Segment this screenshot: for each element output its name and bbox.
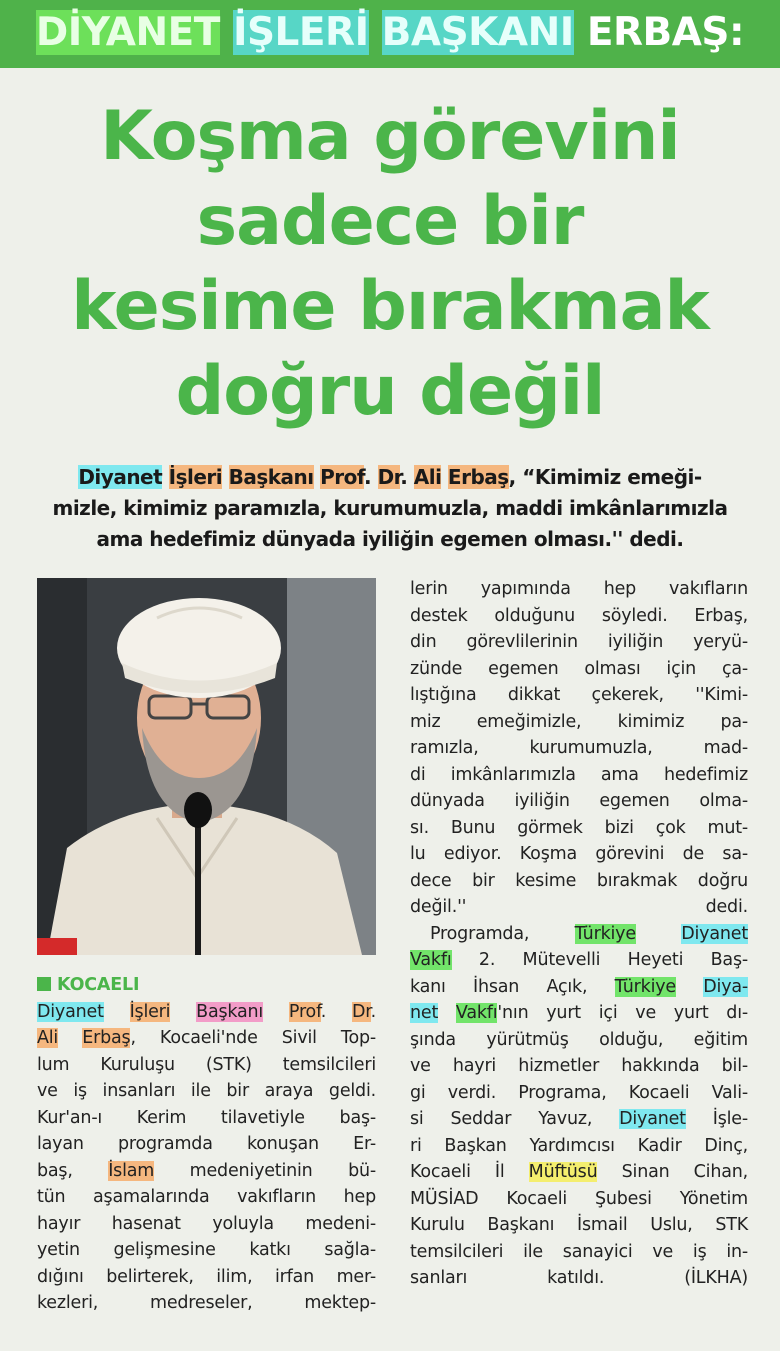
text-line <box>410 921 748 948</box>
text-line: ve hayri hizmetler hakkında bil- <box>410 1056 748 1076</box>
highlight: İşleri <box>168 465 223 489</box>
highlight: Diya- <box>703 976 748 997</box>
highlight: Türkiye <box>574 923 636 944</box>
text: Kocaeli İl <box>410 1162 529 1182</box>
lead-line: ama hedefimiz dünyada iyiliğin egemen olması.'' dedi. <box>96 527 684 551</box>
text: kanı İhsan Açık, <box>410 976 615 997</box>
text-line: dünyada iyiliğin egemen olma- <box>410 791 748 811</box>
headline <box>0 94 780 434</box>
highlight: Vakfı <box>455 1003 498 1023</box>
right-column <box>410 576 748 1292</box>
text-line: ri Başkan Yardımcısı Kadir Dinç, <box>410 1135 748 1156</box>
text: , Kocaeli'nde Sivil Top- <box>130 1028 376 1048</box>
left-column <box>37 972 376 1317</box>
text <box>676 977 703 997</box>
highlight: İşleri <box>129 1001 171 1022</box>
kicker-word: BAŞKANI <box>381 10 574 55</box>
lead-paragraph <box>28 462 752 555</box>
highlight: Diyanet <box>619 1109 686 1129</box>
text-line: yetin gelişmesine katkı sağla- <box>37 1240 376 1260</box>
highlight: Ali <box>413 465 442 489</box>
text-line: hayır hasenat yoluyla medeni- <box>37 1213 376 1234</box>
portrait-photo <box>37 578 376 955</box>
kicker-word: DİYANET <box>35 10 220 55</box>
text-line: dece bir kesime bırakmak doğru <box>410 870 748 891</box>
text-line: şında yürütmüş olduğu, eğitim <box>410 1029 748 1050</box>
text: si Seddar Yavuz, <box>410 1109 620 1129</box>
highlight: Prof <box>288 1001 321 1022</box>
highlight: Başkanı <box>228 465 314 489</box>
lead-text: . <box>364 465 378 489</box>
text-line <box>410 1106 748 1133</box>
text-line: temsilcileri ile sanayici ve iş in- <box>410 1241 748 1262</box>
text-line: ramızla, kurumumuzla, mad- <box>410 738 748 758</box>
highlight: İslam <box>108 1160 155 1181</box>
location-square-icon <box>37 977 51 991</box>
kicker-word: İŞLERİ <box>232 10 369 55</box>
text-line: kezleri, medreseler, mektep- <box>37 1293 376 1313</box>
text-line: sı. Bunu görmek bizi çok mut- <box>410 817 748 838</box>
text-line: di imkânlarımızla ama hedefimiz <box>410 764 748 785</box>
text-line: ve iş insanları ile bir araya geldi. <box>37 1081 376 1101</box>
text-line <box>37 1025 376 1052</box>
text-line <box>37 1158 376 1185</box>
lead-line: mizle, kimimiz paramızla, kurumumuzla, maddi imkânlarımızla <box>52 496 728 520</box>
highlight: Başkanı <box>196 1001 264 1022</box>
headline-line: Koşma görevini <box>100 97 680 176</box>
highlight: Vakfı <box>410 950 452 970</box>
text-line: lum Kuruluşu (STK) temsilcileri <box>37 1054 376 1075</box>
text: medeniyetinin bü- <box>154 1160 376 1181</box>
text <box>636 924 681 944</box>
lead-line <box>28 462 752 493</box>
lead-text: . <box>400 465 414 489</box>
highlight: Dr <box>351 1001 371 1022</box>
text: baş, <box>37 1160 109 1181</box>
text-line: Kurulu Başkanı İsmail Uslu, STK <box>410 1215 748 1235</box>
highlight: Ali <box>37 1028 59 1048</box>
text-line: lerin yapımında hep vakıfların <box>410 579 748 599</box>
text <box>438 1003 456 1023</box>
text-line: destek olduğunu söyledi. Erbaş, <box>410 605 748 626</box>
lead-text: , “Kimimiz emeği- <box>508 465 702 489</box>
kicker <box>0 8 780 58</box>
text-line <box>410 1159 748 1186</box>
text-line: tün aşamalarında vakıfların hep <box>37 1187 376 1207</box>
text-line: değil.'' dedi. <box>410 897 748 917</box>
text-line: lıştığına dikkat çekerek, ''Kimi- <box>410 685 748 705</box>
highlight: Erbaş <box>82 1028 131 1048</box>
text-line: dığını belirterek, ilim, irfan mer- <box>37 1266 376 1287</box>
text-line <box>410 947 748 974</box>
headline-line: doğru değil <box>175 352 605 431</box>
text: . <box>320 1001 352 1022</box>
text: 'nın yurt içi ve yurt dı- <box>497 1003 748 1023</box>
text-line: miz emeğimizle, kimimiz pa- <box>410 711 748 732</box>
text-line: lu ediyor. Koşma görevini de sa- <box>410 844 748 864</box>
text-line: sanları katıldı. (İLKHA) <box>410 1268 748 1288</box>
text-line: zünde egemen olması için ça- <box>410 658 748 679</box>
text-line: gi verdi. Programa, Kocaeli Vali- <box>410 1082 748 1103</box>
highlight: Müftüsü <box>528 1162 598 1182</box>
location-label: KOCAELI <box>57 975 140 995</box>
text-line <box>410 974 748 1001</box>
headline-line: sadece bir <box>196 182 584 261</box>
headline-line: kesime bırakmak <box>71 267 709 346</box>
highlight: Diyanet <box>681 923 748 944</box>
text-line <box>37 999 376 1026</box>
text: İşle- <box>685 1109 748 1129</box>
text-line <box>410 1000 748 1027</box>
lead-text <box>441 465 447 489</box>
text: . <box>370 1001 376 1022</box>
portrait-illustration <box>37 578 376 955</box>
text-line: din görevlilerinin iyiliğin yeryü- <box>410 632 748 652</box>
text: Programda, <box>430 923 575 944</box>
highlight: Türkiye <box>614 976 676 997</box>
highlight: Dr <box>377 465 401 489</box>
highlight: Erbaş <box>447 465 509 489</box>
text-line: layan programda konuşan Er- <box>37 1134 376 1154</box>
highlight: net <box>410 1003 439 1023</box>
text: Sinan Cihan, <box>597 1162 748 1182</box>
kicker-word: ERBAŞ: <box>586 10 745 55</box>
text-line: Kur'an-ı Kerim tilavetiyle baş- <box>37 1107 376 1128</box>
text: 2. Mütevelli Heyeti Baş- <box>451 950 748 970</box>
highlight: Prof <box>320 465 364 489</box>
highlight: Diyanet <box>78 465 163 489</box>
text-line: MÜSİAD Kocaeli Şubesi Yönetim <box>410 1188 748 1209</box>
location-line <box>37 972 376 999</box>
highlight: Diyanet <box>37 1001 104 1022</box>
